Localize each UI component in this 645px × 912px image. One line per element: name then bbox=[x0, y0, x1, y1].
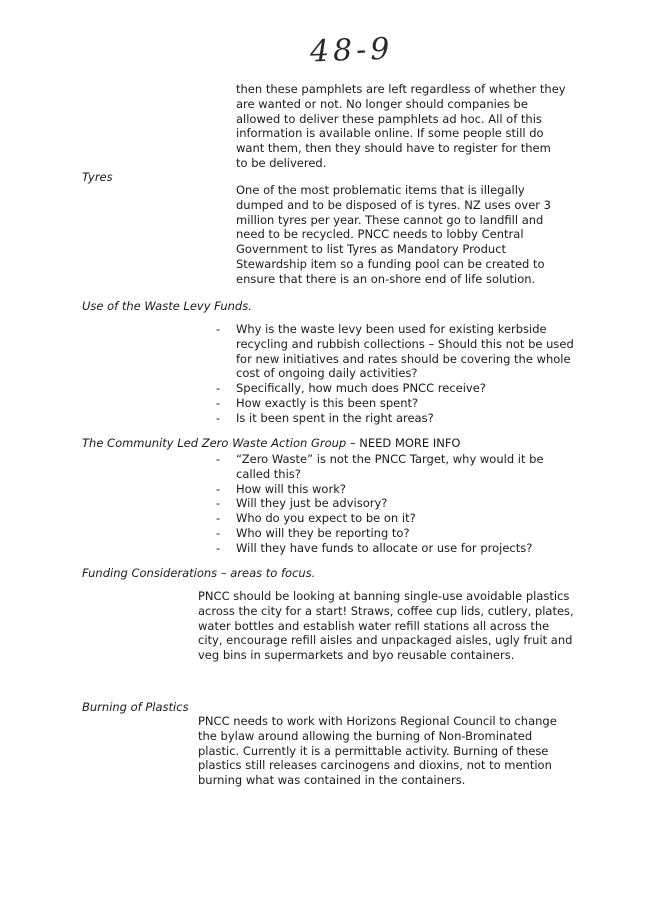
burning-paragraph: PNCC needs to work with Horizons Regional Council to change the bylaw around allowing the burning of Non-Brominated plastic. Currently it is a permittable activity. Burning of these plastics still releases carcinogens and dioxins, not to mention burning what was contained in the containers. bbox=[198, 714, 557, 788]
list-item: - How exactly is this been spent? bbox=[216, 396, 576, 411]
list-item: - Why is the waste levy been used for existing kerbside recycling and rubbish collections – Should this not be used for new initiatives and rates should be covering the whole cost of ongoing daily activities? bbox=[216, 322, 576, 381]
list-item: - How will this work? bbox=[216, 482, 576, 497]
list-item: - Specifically, how much does PNCC receive? bbox=[216, 381, 576, 396]
funding-heading: Funding Considerations – areas to focus. bbox=[82, 566, 316, 580]
list-item: - Who will they be reporting to? bbox=[216, 526, 576, 541]
zero-waste-list bbox=[216, 452, 576, 556]
list-item: - Will they just be advisory? bbox=[216, 496, 576, 511]
zero-waste-heading bbox=[82, 436, 461, 451]
list-item: - Is it been spent in the right areas? bbox=[216, 411, 576, 426]
intro-paragraph: then these pamphlets are left regardless of whether they are wanted or not. No longer should companies be allowed to deliver these pamphlets ad hoc. All of this information is available online. If some people still do want them, then they should have to register for them to be delivered. bbox=[236, 82, 566, 170]
list-item: - “Zero Waste” is not the PNCC Target, why would it be called this? bbox=[216, 452, 576, 482]
list-item: - Who do you expect to be on it? bbox=[216, 511, 576, 526]
zero-waste-heading-title: The Community Led Zero Waste Action Group bbox=[82, 436, 347, 450]
burning-heading: Burning of Plastics bbox=[82, 700, 189, 714]
waste-levy-heading: Use of the Waste Levy Funds. bbox=[82, 299, 252, 313]
tyres-paragraph: One of the most problematic items that is illegally dumped and to be disposed of is tyres. NZ uses over 3 million tyres per year. These cannot go to landfill and need to be recycled. PNCC needs to lobby Central Government to list Tyres as Mandatory Product Stewardship item so a funding pool can be created to ensure that there is an on-shore end of life solution. bbox=[236, 183, 551, 286]
waste-levy-list bbox=[216, 322, 576, 426]
tyres-heading: Tyres bbox=[82, 170, 113, 184]
handwritten-page-mark: 48-9 bbox=[309, 31, 394, 70]
funding-paragraph: PNCC should be looking at banning single-use avoidable plastics across the city for a start! Straws, coffee cup lids, cutlery, plates, water bottles and establish water refill stations all across the city, encourage refill aisles and unpackaged aisles, ugly fruit and veg bins in supermarkets and byo reusable containers. bbox=[198, 589, 574, 663]
zero-waste-heading-note: – NEED MORE INFO bbox=[346, 436, 461, 450]
list-item: - Will they have funds to allocate or use for projects? bbox=[216, 541, 576, 556]
